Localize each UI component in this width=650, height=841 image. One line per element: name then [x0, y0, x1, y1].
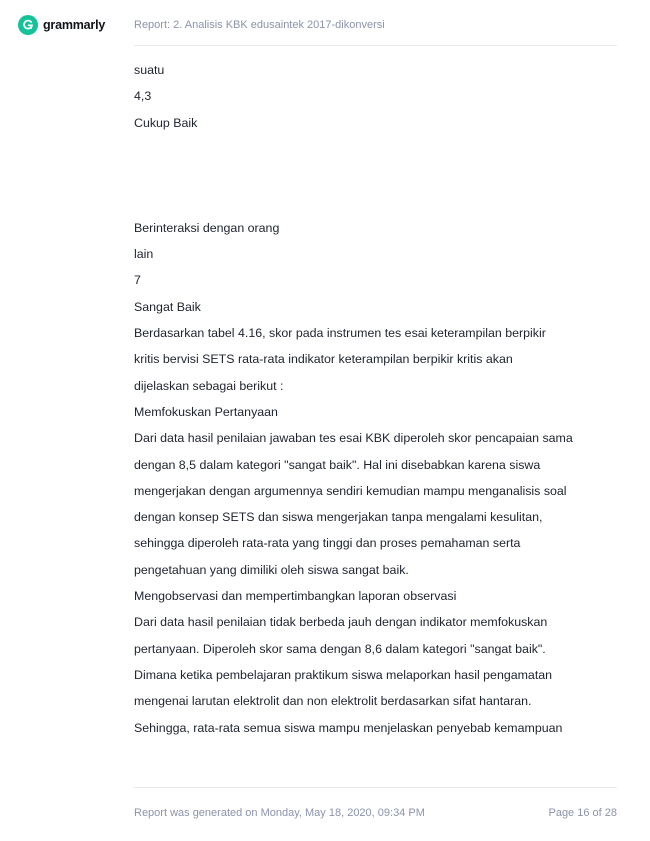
text-line: Sangat Baik: [134, 299, 201, 314]
text-line: Berinteraksi dengan orang: [134, 220, 280, 235]
grammarly-g-icon: [18, 15, 38, 35]
text-line: Dimana ketika pembelajaran praktikum siswa melaporkan hasil pengamatan: [134, 667, 553, 682]
text-line: Dari data hasil penilaian jawaban tes esai KBK diperoleh skor pencapaian sama: [134, 431, 573, 446]
text-line: 7: [134, 273, 141, 288]
text-line: Berdasarkan tabel 4.16, skor pada instrumen tes esai keterampilan berpikir: [134, 326, 546, 341]
logo-text: grammarly: [43, 18, 106, 32]
text-line: lain: [134, 247, 154, 262]
content-block-a: [134, 57, 617, 136]
text-line: mengerjakan dengan argumennya sendiri kemudian mampu menganalisis soal: [134, 483, 567, 498]
report-header: [0, 0, 650, 46]
text-line: pertanyaan. Diperoleh skor sama dengan 8,6 dalam kategori "sangat baik".: [134, 641, 546, 656]
text-line: mengenai larutan elektrolit dan non elektrolit berdasarkan sifat hantaran.: [134, 694, 532, 709]
blank-space: [134, 136, 617, 215]
report-title: Report: 2. Analisis KBK edusaintek 2017-dikonversi: [134, 19, 385, 31]
text-line: dijelaskan sebagai berikut :: [134, 378, 284, 393]
content-block-b: [134, 215, 617, 741]
text-line: dengan konsep SETS dan siswa mengerjakan tanpa mengalami kesulitan,: [134, 510, 543, 525]
grammarly-logo: [18, 15, 105, 35]
footer-divider: [134, 787, 617, 788]
header-divider: [134, 45, 617, 46]
text-line: 4,3: [134, 89, 152, 104]
section-heading: Memfokuskan Pertanyaan: [134, 404, 278, 419]
text-line: dengan 8,5 dalam kategori "sangat baik". Hal ini disebabkan karena siswa: [134, 457, 541, 472]
report-generated-timestamp: Report was generated on Monday, May 18, 2020, 09:34 PM: [134, 807, 425, 819]
text-line: sehingga diperoleh rata-rata yang tinggi dan proses pemahaman serta: [134, 536, 521, 551]
section-heading: Mengobservasi dan mempertimbangkan laporan observasi: [134, 589, 457, 604]
report-content: [134, 57, 617, 741]
text-line: Dari data hasil penilaian tidak berbeda jauh dengan indikator memfokuskan: [134, 615, 548, 630]
text-line: Sehingga, rata-rata semua siswa mampu menjelaskan penyebab kemampuan: [134, 720, 563, 735]
text-line: kritis bervisi SETS rata-rata indikator keterampilan berpikir kritis akan: [134, 352, 513, 367]
text-line: Cukup Baik: [134, 115, 198, 130]
text-line: pengetahuan yang dimiliki oleh siswa sangat baik.: [134, 562, 409, 577]
page-indicator: Page 16 of 28: [548, 807, 617, 819]
text-line: suatu: [134, 63, 165, 77]
